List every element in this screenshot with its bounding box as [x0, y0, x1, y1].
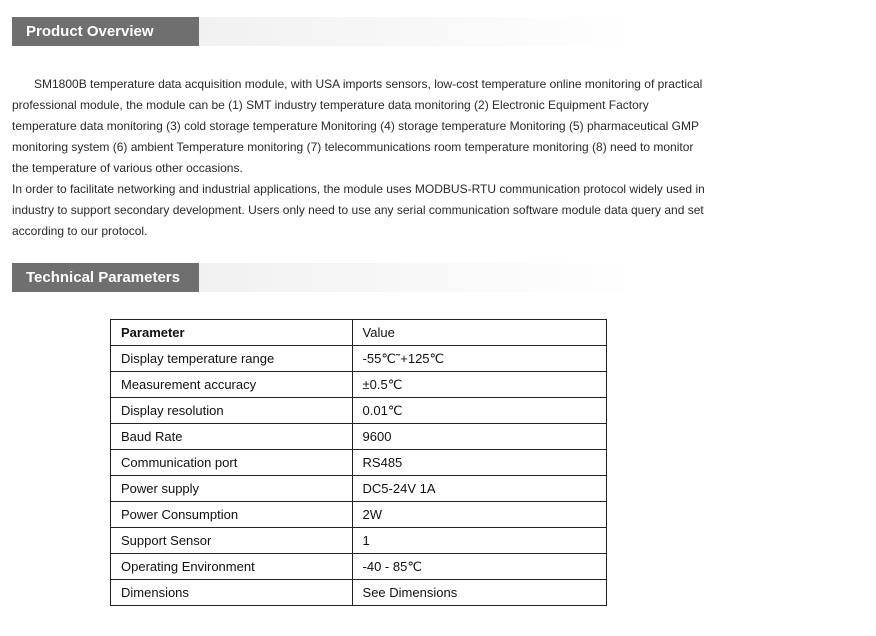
table-row — [111, 372, 607, 398]
table-row — [111, 502, 607, 528]
overview-paragraph-2: In order to facilitate networking and industrial applications, the module uses MODBUS-RTU communication protocol widely used in industry to support secondary development. Users only need to use any serial communication software module data query and set according to our protocol. — [12, 182, 705, 238]
value-cell: 2W — [352, 502, 606, 528]
header-parameter: Parameter — [111, 320, 353, 346]
value-cell: ±0.5℃ — [352, 372, 606, 398]
overview-paragraph-1: SM1800B temperature data acquisition module, with USA imports sensors, low-cost temperature online monitoring of practical professional module, the module can be (1) SMT industry temperature data monitoring (2) Electronic Equipment Factory temperature data monitoring (3) cold storage temperature Monitoring (4) storage temperature Monitoring (5) pharmaceutical GMP monitoring system (6) ambient Temperature monitoring (7) telecommunications room temperature monitoring (8) need to monitor the temperature of various other occasions. — [12, 77, 703, 175]
value-cell: See Dimensions — [352, 580, 606, 606]
table-row — [111, 580, 607, 606]
value-cell: 0.01℃ — [352, 398, 606, 424]
param-cell: Display resolution — [111, 398, 353, 424]
technical-parameters-header: Technical Parameters — [12, 263, 199, 292]
table-row — [111, 476, 607, 502]
value-cell: 9600 — [352, 424, 606, 450]
table-row — [111, 424, 607, 450]
param-cell: Support Sensor — [111, 528, 353, 554]
table-row — [111, 450, 607, 476]
value-cell: RS485 — [352, 450, 606, 476]
param-cell: Dimensions — [111, 580, 353, 606]
table-row — [111, 528, 607, 554]
technical-parameters-table — [110, 319, 607, 606]
param-cell: Display temperature range — [111, 346, 353, 372]
table-row — [111, 554, 607, 580]
table-header-row — [111, 320, 607, 346]
header-value: Value — [352, 320, 606, 346]
table-row — [111, 346, 607, 372]
value-cell: DC5-24V 1A — [352, 476, 606, 502]
table-row — [111, 398, 607, 424]
value-cell: -40 - 85℃ — [352, 554, 606, 580]
product-overview-header: Product Overview — [12, 17, 199, 46]
value-cell: 1 — [352, 528, 606, 554]
param-cell: Communication port — [111, 450, 353, 476]
param-cell: Measurement accuracy — [111, 372, 353, 398]
param-cell: Operating Environment — [111, 554, 353, 580]
param-cell: Power Consumption — [111, 502, 353, 528]
value-cell: -55℃˜+125℃ — [352, 346, 606, 372]
param-cell: Baud Rate — [111, 424, 353, 450]
param-cell: Power supply — [111, 476, 353, 502]
